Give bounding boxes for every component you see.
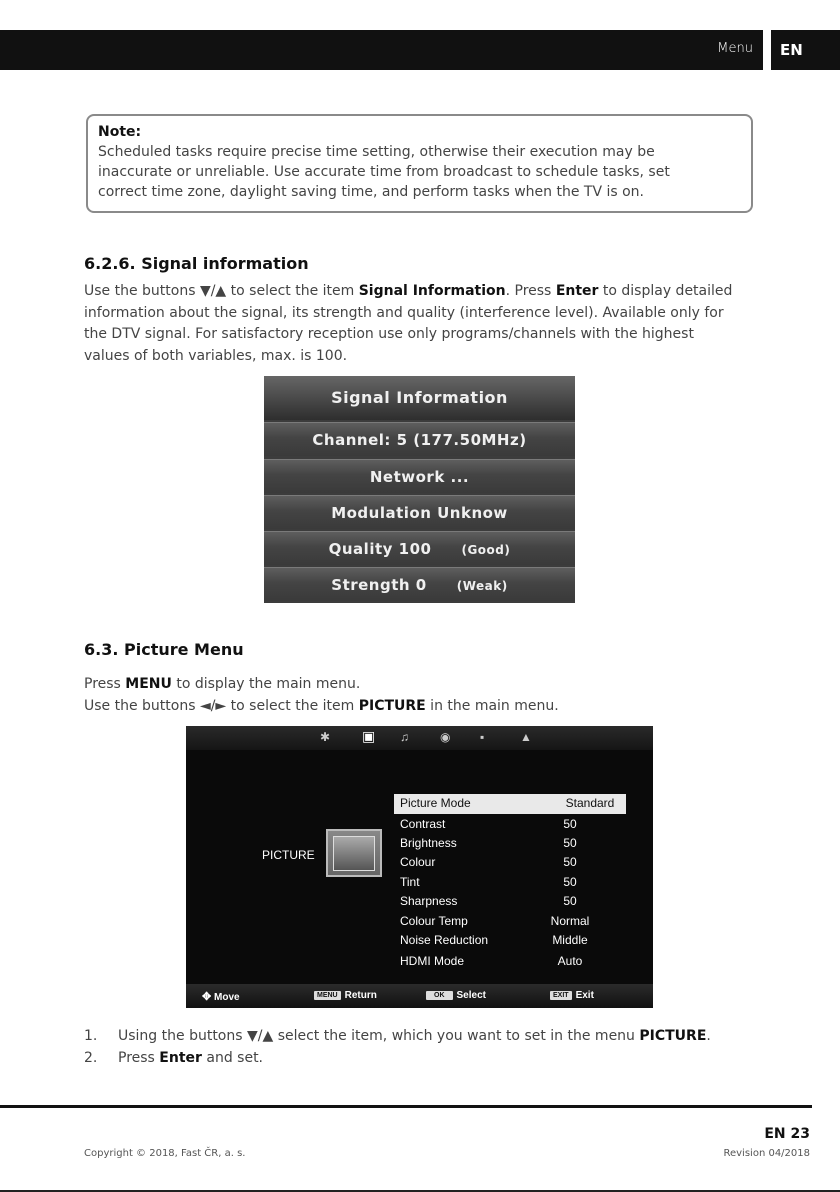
tv-picture-icon xyxy=(326,829,382,877)
page-number: EN 23 xyxy=(764,1126,810,1142)
hint-return: MENU Return xyxy=(314,990,377,1001)
section-heading-picture: 6.3. Picture Menu xyxy=(84,640,244,659)
clock-icon: ◉ xyxy=(440,730,451,744)
menu-item-colour-temp: Colour Temp Normal xyxy=(400,914,590,928)
lock-icon: ▲ xyxy=(520,730,532,744)
menu-item-noise-reduction: Noise Reduction Middle xyxy=(400,933,588,947)
hint-exit: EXIT Exit xyxy=(550,990,594,1001)
exit-key-icon: EXIT xyxy=(550,991,572,1000)
list-item: 1. Using the buttons ▼/▲ select the item, which you want to set in the menu PICTURE. xyxy=(84,1028,711,1044)
picture-icon: ▣ xyxy=(362,728,376,744)
menu-item-contrast: Contrast 50 xyxy=(400,817,577,831)
language-badge: EN xyxy=(771,30,840,70)
footer-divider xyxy=(0,1105,812,1108)
settings-icon: ✱ xyxy=(320,730,331,744)
steps-list xyxy=(84,1025,711,1069)
header-bar xyxy=(0,30,763,70)
signal-channel: Channel: 5 (177.50MHz) xyxy=(264,422,575,456)
menu-key-icon: MENU xyxy=(314,991,341,1000)
options-icon: ▪ xyxy=(480,730,485,744)
picture-menu-screenshot xyxy=(186,726,653,1008)
signal-paragraph: Use the buttons ▼/▲ to select the item Signal Information. Press Enter to display detailed information about the signal, its strength and quality (interference level). Available only for the DTV signal. For satisfactory reception use only programs/channels with the highest values of both variables, max. is 100. xyxy=(84,283,733,364)
note-line: Scheduled tasks require precise time setting, otherwise their execution may be xyxy=(98,144,655,160)
menu-hint-bar xyxy=(186,984,653,1008)
menu-item-colour: Colour 50 xyxy=(400,855,577,869)
header-section: Menu xyxy=(717,41,753,56)
note-title: Note: xyxy=(98,124,142,140)
list-item: 2. Press Enter and set. xyxy=(84,1050,264,1066)
menu-item-brightness: Brightness 50 xyxy=(400,836,577,850)
note-line: correct time zone, daylight saving time, and perform tasks when the TV is on. xyxy=(98,184,645,200)
menu-item-tint: Tint 50 xyxy=(400,875,577,889)
signal-network: Network ... xyxy=(264,459,575,493)
picture-menu-label: PICTURE xyxy=(262,848,315,862)
note-box xyxy=(86,114,753,213)
signal-quality: Quality 100 (Good) xyxy=(264,531,575,565)
signal-title: Signal Information xyxy=(264,376,575,420)
hint-move: ✥ Move xyxy=(202,991,240,1003)
section-heading-signal: 6.2.6. Signal information xyxy=(84,254,309,273)
signal-strength: Strength 0 (Weak) xyxy=(264,567,575,601)
note-line: inaccurate or unreliable. Use accurate time from broadcast to schedule tasks, set xyxy=(98,164,670,180)
copyright-text: Copyright © 2018, Fast ČR, a. s. xyxy=(84,1148,246,1159)
signal-modulation: Modulation Unknow xyxy=(264,495,575,529)
ok-key-icon: OK xyxy=(426,991,453,1000)
signal-info-screenshot xyxy=(264,376,575,603)
menu-item-hdmi-mode: HDMI Mode Auto xyxy=(400,954,583,968)
picture-paragraph: Press MENU to display the main menu. Use the buttons ◄/► to select the item PICTURE in the main menu. xyxy=(84,676,559,714)
hint-select: OK Select xyxy=(426,990,486,1001)
menu-item-picture-mode: Picture Mode Standard xyxy=(394,794,626,814)
music-note-icon: ♫ xyxy=(400,730,409,744)
menu-icon-strip xyxy=(186,726,653,750)
move-arrows-icon: ✥ xyxy=(202,991,212,1003)
menu-item-sharpness: Sharpness 50 xyxy=(400,894,577,908)
revision-text: Revision 04/2018 xyxy=(723,1148,810,1159)
